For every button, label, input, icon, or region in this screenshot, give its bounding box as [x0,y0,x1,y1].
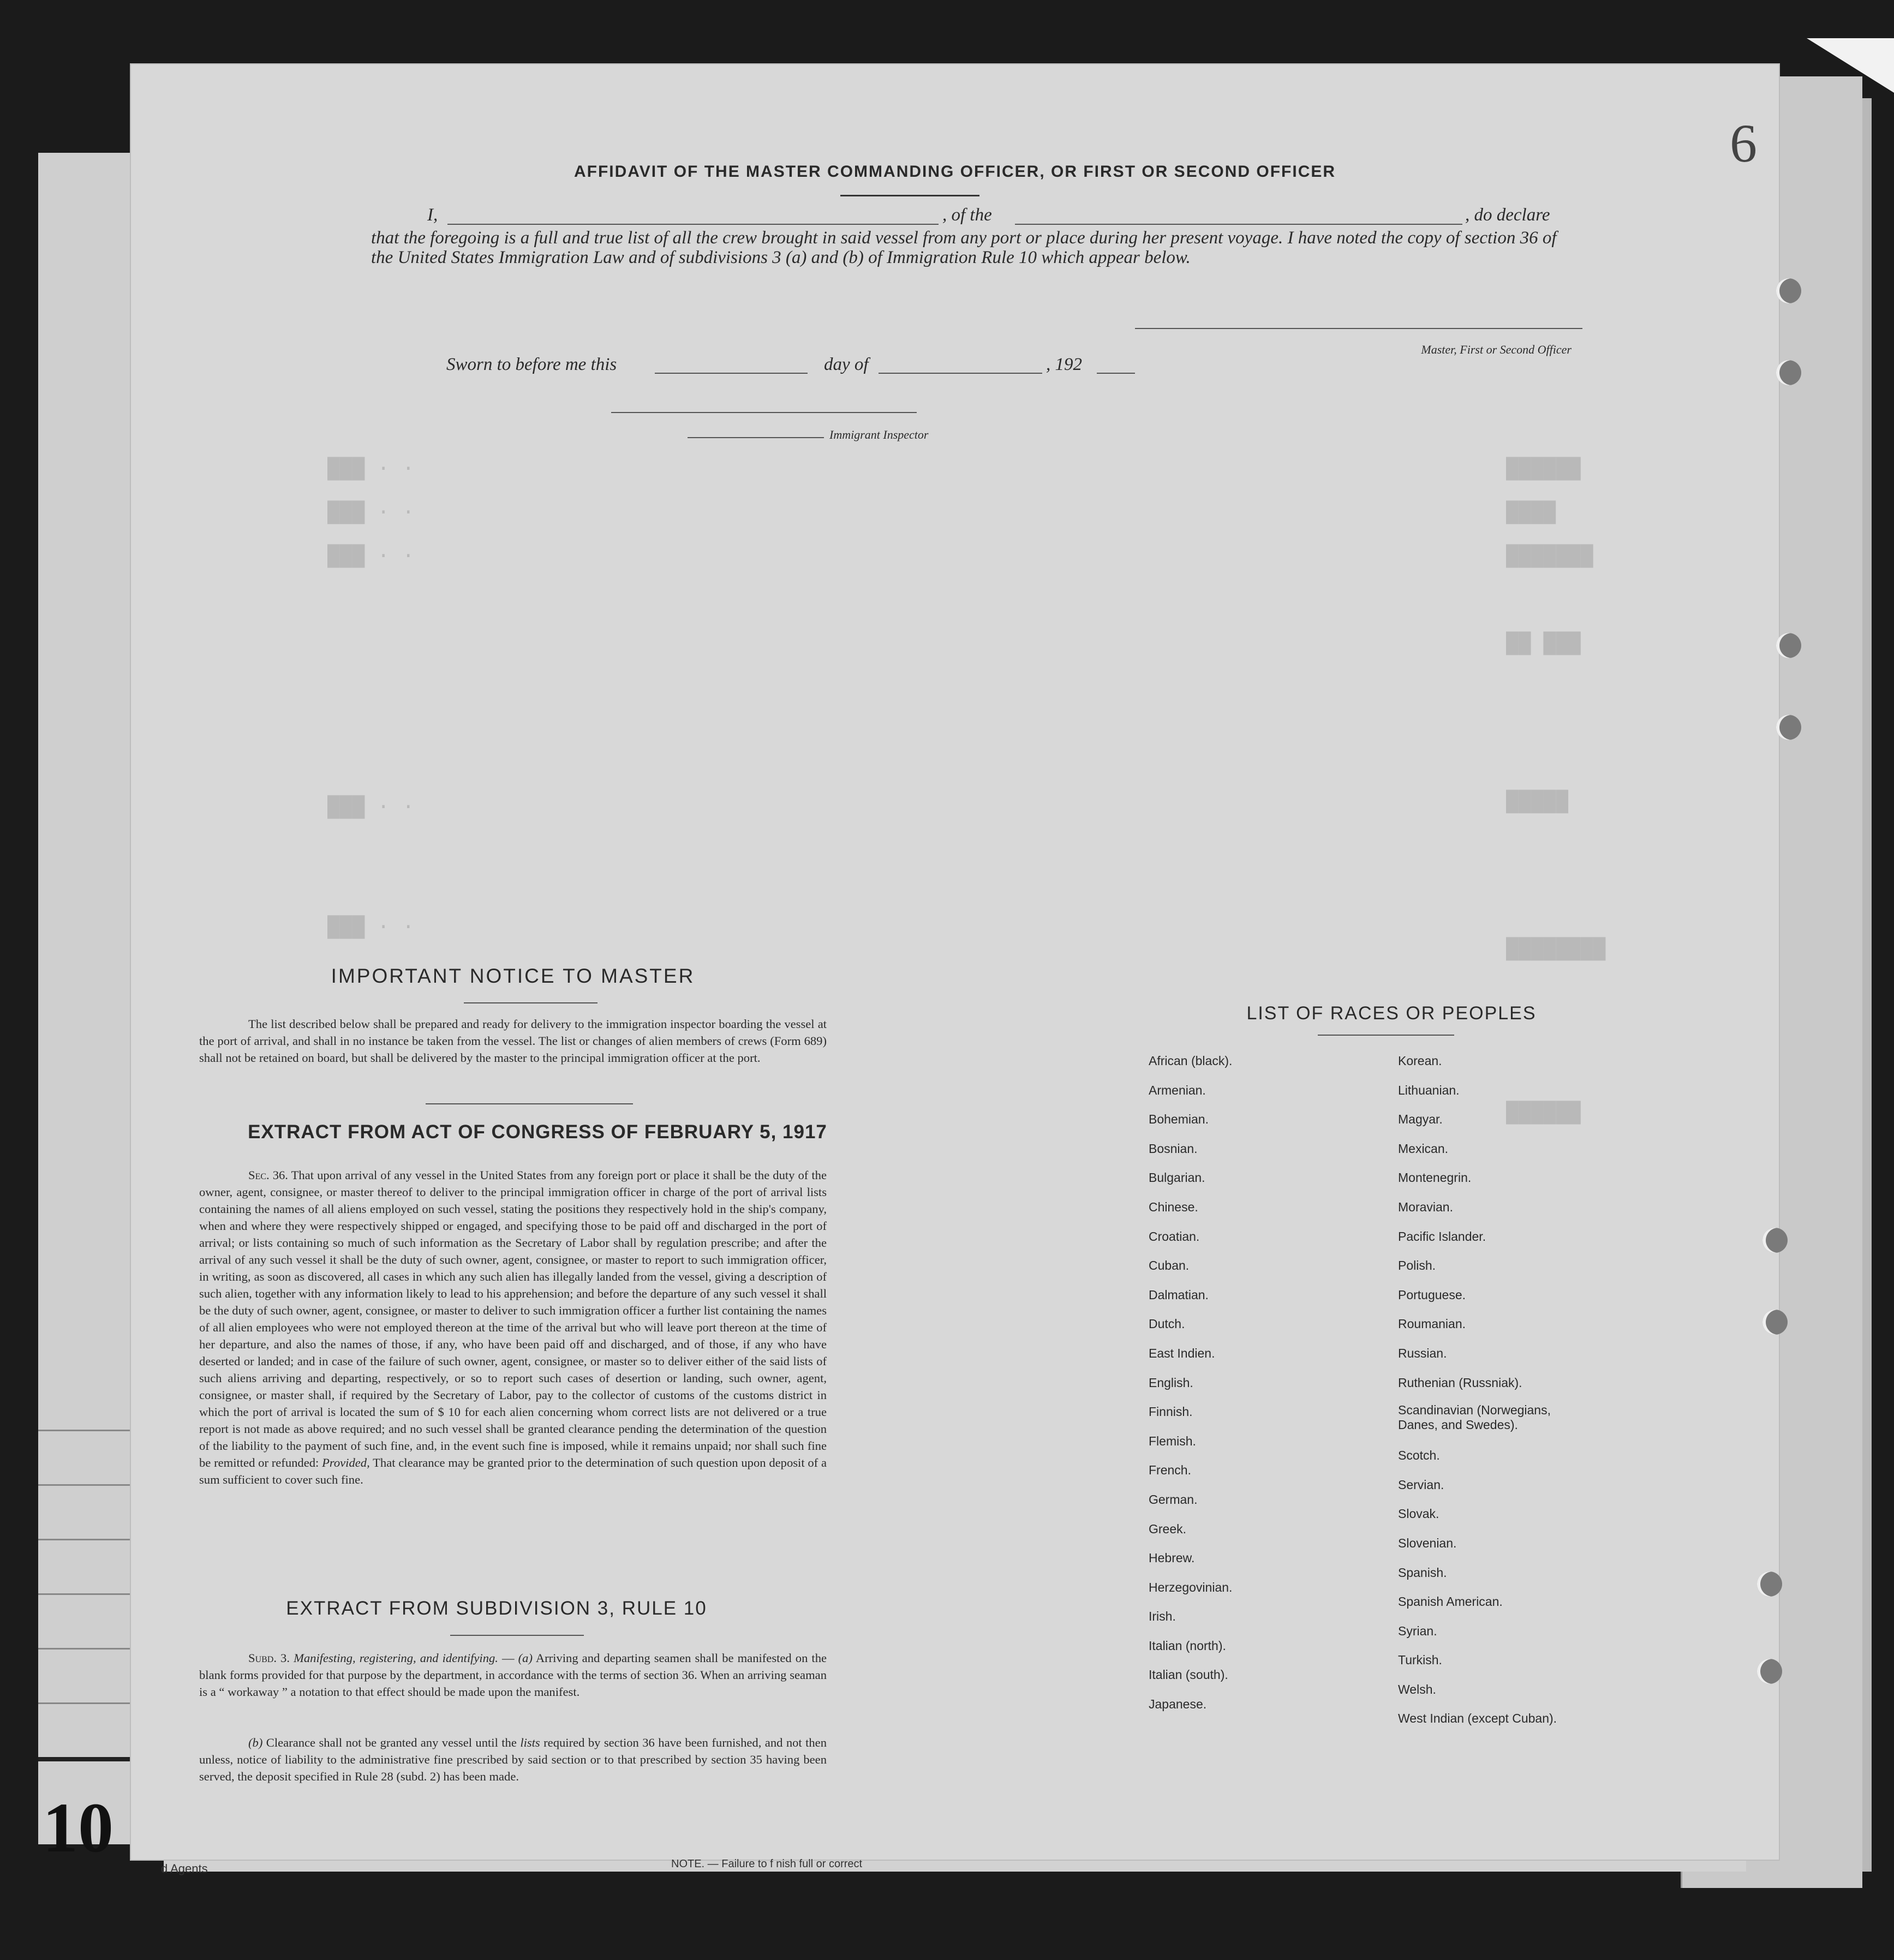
rule-subd-b: (b) Clearance shall not be granted any vessel until the lists required by section 36 have been furnished, and not then unless, notice of liability to the administrative fine prescribed by said section or to that prescribed by section 35 having been served, the deposit specified in Rule 28 (subd. 2) has been made. [199,1736,827,1783]
rule-subd-a: Subd. 3. Manifesting, registering, and identifying. — (a) Arriving and departing seamen shall be manifested on the blank forms provided for that purpose by the department, in accordance with the terms of section 36. When an arriving seaman is a “ workaway ” a notation to that effect should be made upon the manifest. [199,1651,827,1699]
declaration-do-declare: , do declare [1465,205,1550,225]
subd-a-label: (a) [518,1651,533,1665]
race-item: Finnish. [1149,1405,1193,1419]
race-item: Hebrew. [1149,1551,1195,1565]
race-item: Bosnian. [1149,1141,1198,1156]
provided-label: Provided, [322,1456,370,1469]
stamp-number: 10 [43,1789,113,1867]
race-item: Slovenian. [1398,1535,1457,1550]
race-item: Montenegrin. [1398,1170,1472,1185]
race-item: Roumanian. [1398,1317,1466,1331]
race-item: Spanish. [1398,1565,1447,1580]
punch-hole [1762,1228,1788,1253]
form-page: ██████ ████ ███████ ██ ███ █████ ████████ ██████ ███ · · ███ · · ███ · · ███ · · ███ · · AFFIDAVIT OF THE MASTER COMMANDING OFFICER, OR FIRST OR SECOND OFFICER I, , of the , do declare that the foregoing is a full and true list of all the crew brought in said vessel from any port or place during her present voyage. I have noted the copy of section 36 of the United States Immigration Law and of subdivisions 3 (a) and (b) of Immigration Rule 10 which appear below. Master, First or Second Officer Sworn to before me this day of , 192 Immigrant Inspector IMPORTANT NOTICE TO MASTER The list described below shall be prepared and ready for delivery to the immigration inspector boarding the vessel at the port of arrival, and shall in no instance be taken from the vessel. The list or changes of alien members of crews (Form 689) shall not be retained on board, but shall be delivered by the master to the principal immigration officer at the port. EXTRACT FROM ACT OF CONGRESS OF FEBRUARY 5, 1917 Sec. 36. That upon arrival of any vessel in the United States from any foreign port or place it shall be the duty of the owner, agent, consignee, or master thereof to deliver to the principal immigration officer in charge of the port of arrival lists containing the names of all aliens employed on such vessel, stating the positions they respectively hold in the ship's company, when and where they were respectively shipped or engaged, and specifying those to be paid off and discharged in the port of arrival; or lists containing so much of such information as the Secretary of Labor shall by regulation prescribe; and after the arrival of any such vessel it shall be the duty of such owner, agent, consignee, or master to report to such immigration officer, in writing, as soon as discovered, all cases in which any such alien has illegally landed from the vessel, giving a description of such alien, together with any information likely to lead to his apprehension; and before the departure of any such vessel it shall be the duty of such owner, agent, consignee, or master to deliver to such immigration officer a further list containing the names of all alien employees who were not employed thereon at the time of the arrival but who will leave port thereon at the time of her departure, and also the names of those, if any, who have been paid off and discharged, and of those, if any who have deserted or landed; and in case of the failure of such owner, agent, consignee, or master so to deliver either of the said lists of such aliens arriving and departing, respectively, or so to report such cases of desertion or landing, such owner, agent, consignee, or master shall, if required by the Secretary of Labor, pay to the collector of customs of the customs district in which the port of arrival is located the sum of $ 10 for each alien concerning whom correct lists are not delivered or a true report is not made as above required; and no such vessel shall be granted clearance pending the determination of the question of the liability to the payment of such fine, and, in the event such fine is imposed, while it remains unpaid; nor shall such fine be remitted or refunded: Provided, That clearance may be granted prior to the determination of such question upon deposit of a sum sufficient to cover such fine. EXTRACT FROM SUBDIVISION 3, RULE 10 Subd. 3. Manifesting, registering, and identifying. — (a) Arriving and departing seamen shall be manifested on the blank forms provided for that purpose by the department, in accordance with the terms of section 36. When an arriving seaman is a “ workaway ” a notation to that effect should be made upon the manifest. (b) Clearance shall not be granted any vessel until the lists required by section 36 have been furnished, and not then unless, notice of liability to the administrative fine prescribed by said section or to that prescribed by section 35 having been served, the deposit specified in Rule 28 (subd. 2) has been made. LIST OF RACES OR PEOPLES African (black). Armenian. Bohemian. Bosnian. Bulgarian. Chinese. Croatian. Cuban. Dalmatian. Dutch. East Indien. English. Finnish. Flemish. French. German. Greek. Hebrew. Herzegovinian. Irish. Italian (north). Italian (south). Japanese. Korean. Lithuanian. Magyar. Mexican. Montenegrin. Moravian. Pacific Islander. Polish. Portuguese. Roumanian. Russian. Ruthenian (Russniak). Scandinavian (Norwegians, Danes, and Swedes). Scotch. Servian. Slovak. Slovenian. Spanish. Spanish American. Syrian. Turkish. Welsh. West Indian (except Cuban). [131,64,1779,1860]
race-item: English. [1149,1375,1193,1390]
race-item: Ruthenian (Russniak). [1398,1375,1522,1390]
race-item: Turkish. [1398,1653,1442,1668]
race-item: Scandinavian (Norwegians, Danes, and Swedes). [1398,1403,1551,1432]
race-item: Greek. [1149,1521,1187,1536]
race-item: Dalmatian. [1149,1287,1209,1302]
race-item: Slovak. [1398,1507,1439,1521]
race-item: Cuban. [1149,1258,1190,1273]
punch-hole [1776,633,1801,658]
notice-title: IMPORTANT NOTICE TO MASTER [331,965,695,987]
race-item: East Indien. [1149,1346,1215,1360]
footer-agents-fragment: d Agents [161,1862,208,1875]
race-item: Armenian. [1149,1083,1206,1097]
punch-hole [1776,278,1801,303]
race-item: Mexican. [1398,1141,1449,1156]
declaration-of-the: , of the [942,205,992,225]
signature-label: Master, First or Second Officer [1421,343,1572,356]
name-blank[interactable] [447,224,939,225]
punch-hole [1762,1310,1788,1335]
section-body: That upon arrival of any vessel in the United States from any foreign port or place it shall be the duty of the owner, agent, consignee, or master thereof to deliver to the principal immigration officer in charge of the port of arrival lists containing the names of all aliens employed on such vessel, stating the positions they respectively hold in the ship's company, when and where they were respectively shipped or engaged, and specifying those to be paid off and discharged in the port of arrival; or lists containing so much of such information as the Secretary of Labor shall by regulation prescribe; and after the arrival of any such vessel it shall be the duty of such owner, agent, consignee, or master to report to such immigration officer, in writing, as soon as discovered, all cases in which any such alien has illegally landed from the vessel, giving a description of such alien, together with any information likely to lead to his apprehension; and before the departure of any such vessel it shall be the duty of such owner, agent, consignee, or master to deliver to such immigration officer a further list containing the names of all alien employees who were not employed thereon at the time of the arrival but who will leave port thereon at the time of her departure, and also the names of those, if any, who have been paid off and discharged, and of those, if any who have deserted or landed; and in case of the failure of such owner, agent, consignee, or master so to deliver either of the said lists of such aliens arriving and departing, respectively, or so to report such cases of desertion or landing, such owner, agent, consignee, or master shall, if required by the Secretary of Labor, pay to the collector of customs of the customs district in which the port of arrival is located the sum of $ 10 for each alien concerning whom correct lists are not delivered or a true report is not made as above required; and no such vessel shall be granted clearance pending the determination of the question of the liability to the payment of such fine, and, in the event such fine is imposed, while it remains unpaid; nor shall such fine be remitted or refunded: [199,1168,827,1469]
race-item: Syrian. [1398,1623,1437,1638]
race-item: Scotch. [1398,1448,1440,1463]
declaration-text: that the foregoing is a full and true list of all the crew brought in said vessel from any port or place during her present voyage. I have noted the copy of section 36 of the United States Immigration Law and of subdivisions 3 (a) and (b) of Immigration Rule 10 which appear below. [371,228,1557,267]
declaration-i: I, [427,205,438,225]
signature-line[interactable] [1135,328,1582,329]
sworn-year: , 192 [1046,355,1082,374]
inspector-signature-line[interactable] [611,412,917,413]
race-item: Flemish. [1149,1433,1196,1448]
race-item: German. [1149,1492,1198,1507]
race-item: Bohemian. [1149,1112,1209,1127]
footer-note-fragment: NOTE. — Failure to f nish full or correct [671,1858,863,1870]
rule-extract-title: EXTRACT FROM SUBDIVISION 3, RULE 10 [286,1598,707,1619]
race-item: Chinese. [1149,1199,1198,1214]
race-item: Servian. [1398,1477,1444,1492]
race-item: French. [1149,1463,1191,1478]
race-item: Herzegovinian. [1149,1580,1233,1594]
section-label: Sec. 36. [248,1168,288,1182]
race-item: West Indian (except Cuban). [1398,1711,1557,1726]
races-left-column [1149,1047,1232,1719]
notice-text: The list described below shall be prepared and ready for delivery to the immigration inspector boarding the vessel at the port of arrival, and shall in no instance be taken from the vessel. The list or changes of alien members of crews (Form 689) shall not be retained on board, but shall be delivered by the master to the principal immigration officer at the port. [199,1017,827,1065]
subd-heading: Manifesting, registering, and identifying. [294,1651,498,1665]
provided-text: That clearance may be granted prior to the determination of such question upon deposit of a sum sufficient to cover such fine. [199,1456,827,1486]
race-item: Dutch. [1149,1317,1185,1331]
race-item: Japanese. [1149,1697,1207,1712]
race-item: Polish. [1398,1258,1436,1273]
act-extract-title: EXTRACT FROM ACT OF CONGRESS OF FEBRUARY 5, 1917 [248,1121,827,1143]
races-title: LIST OF RACES OR PEOPLES [1246,1003,1537,1024]
act-section-text [199,1167,827,1488]
page-corner [1807,38,1894,93]
subd-b-label: (b) [248,1736,263,1749]
sworn-label: Sworn to before me this [446,355,617,374]
race-item: Lithuanian. [1398,1083,1460,1097]
races-right-column [1398,1047,1578,1734]
race-item: Magyar. [1398,1112,1443,1127]
subd-a-text: Arriving and departing seamen shall be manifested on the blank forms provided for that purpose by the department, in accordance with the terms of section 36. When an arriving seaman is a “ workaway ” a notation to that effect should be made upon the manifest. [199,1651,827,1699]
punch-hole [1757,1571,1782,1597]
race-item: Pacific Islander. [1398,1229,1486,1244]
sworn-year-blank[interactable] [1097,373,1135,374]
race-item: Irish. [1149,1609,1176,1624]
race-item: African (black). [1149,1054,1233,1068]
corner-page-number: 6 [1730,113,1757,174]
punch-hole [1776,360,1801,385]
punch-hole [1776,715,1801,740]
left-underlying-page [38,153,136,1844]
race-item: Italian (north). [1149,1638,1226,1653]
race-item: Spanish American. [1398,1594,1503,1609]
sworn-day-blank[interactable] [655,373,808,374]
race-item: Bulgarian. [1149,1170,1205,1185]
race-item: Italian (south). [1149,1668,1228,1682]
inspector-label: Immigrant Inspector [829,428,929,441]
race-item: Welsh. [1398,1682,1436,1696]
sworn-month-blank[interactable] [879,373,1042,374]
affidavit-title: AFFIDAVIT OF THE MASTER COMMANDING OFFICER, OR FIRST OR SECOND OFFICER [573,163,1336,181]
punch-hole [1757,1659,1782,1684]
race-item: Korean. [1398,1054,1442,1068]
vessel-blank[interactable] [1015,224,1462,225]
race-item: Moravian. [1398,1199,1453,1214]
race-item: Portuguese. [1398,1287,1466,1302]
race-item: Croatian. [1149,1229,1200,1244]
subd-label: Subd. 3. [248,1651,290,1665]
race-item: Russian. [1398,1346,1447,1360]
sworn-day-of: day of [824,355,869,374]
